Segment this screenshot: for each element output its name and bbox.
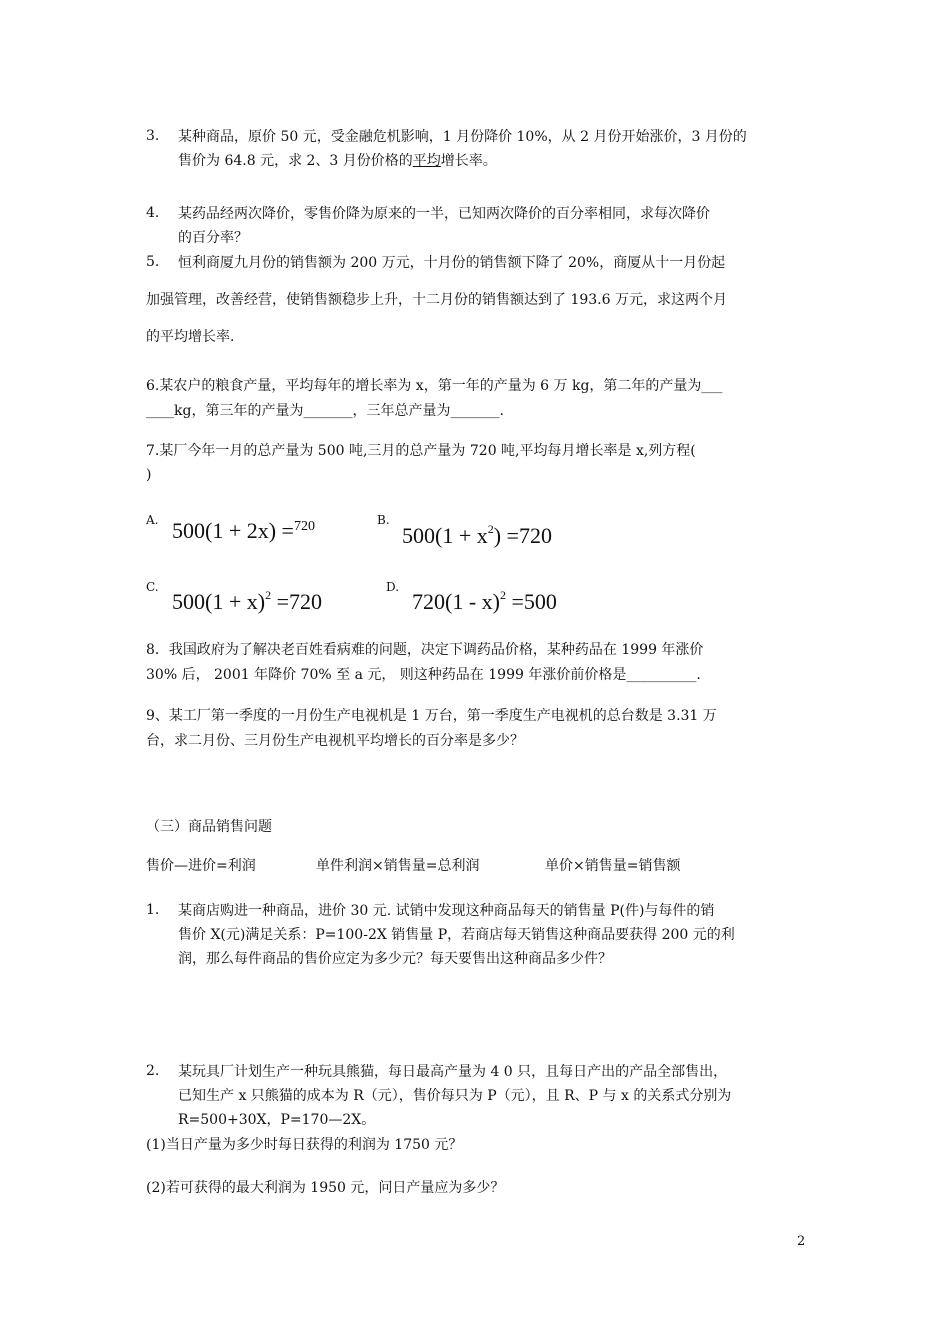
- question-9-line-1: 9、某工厂第一季度的一月份生产电视机是 1 万台，第一季度生产电视机的总台数是 3.31 万: [146, 708, 717, 724]
- option-b-label: B.: [377, 513, 390, 527]
- question-5-line-2: 加强管理，改善经营，使销售额稳步上升，十二月份的销售额达到了 193.6 万元，求这两个月: [146, 292, 727, 308]
- problem-number: 2.: [146, 1063, 160, 1079]
- question-4-line-1: 某药品经两次降价，零售价降为原来的一半，已知两次降价的百分率相同，求每次降价: [178, 206, 710, 222]
- option-c-label: C.: [146, 580, 159, 594]
- problem-2-line-2: 已知生产 x 只熊猫的成本为 R（元），售价每只为 P（元），且 R、P 与 x 的关系式分别为: [178, 1088, 732, 1104]
- question-number: 5.: [146, 254, 160, 270]
- problem-1-line-3: 润，那么每件商品的售价应定为多少元？每天要售出这种商品多少件？: [178, 951, 612, 967]
- question-9-line-2: 台，求二月份、三月份生产电视机平均增长的百分率是多少？: [146, 733, 524, 749]
- option-a-label: A.: [146, 513, 159, 527]
- question-5-line-3: 的平均增长率.: [146, 329, 235, 345]
- option-d-label: D.: [386, 580, 400, 594]
- question-5-line-1: 恒利商厦九月份的销售额为 200 万元，十月份的销售额下降了 20%，商厦从十一月份起: [178, 255, 726, 271]
- option-d-equation: 720(1 - x)$^2$ =500: [412, 588, 557, 614]
- option-a-equation: 500(1 + 2x) =$^{720}$: [172, 518, 315, 543]
- problem-1-line-1: 某商店购进一种商品，进价 30 元. 试销中发现这种商品每天的销售量 P(件)与每件的销: [178, 903, 715, 919]
- problem-2-line-1: 某玩具厂计划生产一种玩具熊猫，每日最高产量为 4 0 只，且每日产出的产品全部售出，: [178, 1064, 728, 1080]
- problem-number: 1.: [146, 902, 160, 918]
- question-7-line-1: 7.某厂今年一月的总产量为 500 吨,三月的总产量为 720 吨,平均每月增长率是 x,列方程(: [146, 443, 696, 459]
- problem-2-line-3: R=500+30X，P=170—2X。: [178, 1112, 376, 1128]
- section-title: （三）商品销售问题: [146, 819, 272, 835]
- question-3-line-2: 售价为 64.8 元，求 2、3 月份价格的平均增长率。: [178, 153, 497, 169]
- question-number: 3.: [146, 128, 160, 144]
- formula-profit: 售价—进价=利润: [146, 858, 256, 874]
- question-6-line-1: 6.某农户的粮食产量，平均每年的增长率为 x，第一年的产量为 6 万 kg，第二年的产量为___: [146, 378, 723, 394]
- option-c-equation: $500(1 + x)^2 =720$: [172, 588, 322, 614]
- option-b-equation: $500(1 + x^2) =720$: [402, 522, 552, 548]
- question-3-line-1: 某种商品，原价 50 元，受金融危机影响，1 月份降价 10%，从 2 月份开始涨价，3 月份的: [178, 129, 747, 145]
- page-number: 2: [797, 1234, 806, 1249]
- problem-1-line-2: 售价 X(元)满足关系：P=100-2X 销售量 P，若商店每天销售这种商品要获得 200 元的利: [178, 927, 735, 943]
- question-8-line-2: 30% 后， 2001 年降价 70% 至 a 元， 则这种药品在 1999 年涨价前价格是__________.: [146, 667, 701, 683]
- question-number: 4.: [146, 205, 160, 221]
- question-8-line-1: 8．我国政府为了解决老百姓看病难的问题，决定下调药品价格，某种药品在 1999 年涨价: [146, 642, 704, 658]
- question-6-line-2: ____kg，第三年的产量为_______，三年总产量为_______.: [146, 403, 504, 419]
- problem-2-subquestion-2: (2)若可获得的最大利润为 1950 元，问日产量应为多少？: [146, 1180, 505, 1196]
- question-4-line-2: 的百分率？: [178, 230, 248, 246]
- underlined-word: 平均: [412, 153, 441, 169]
- question-7-line-2: ): [146, 467, 152, 483]
- formula-total-profit: 单件利润×销售量=总利润: [316, 858, 480, 874]
- problem-2-subquestion-1: (1)当日产量为多少时每日获得的利润为 1750 元？: [146, 1137, 463, 1153]
- formula-sales: 单价×销售量=销售额: [545, 858, 681, 874]
